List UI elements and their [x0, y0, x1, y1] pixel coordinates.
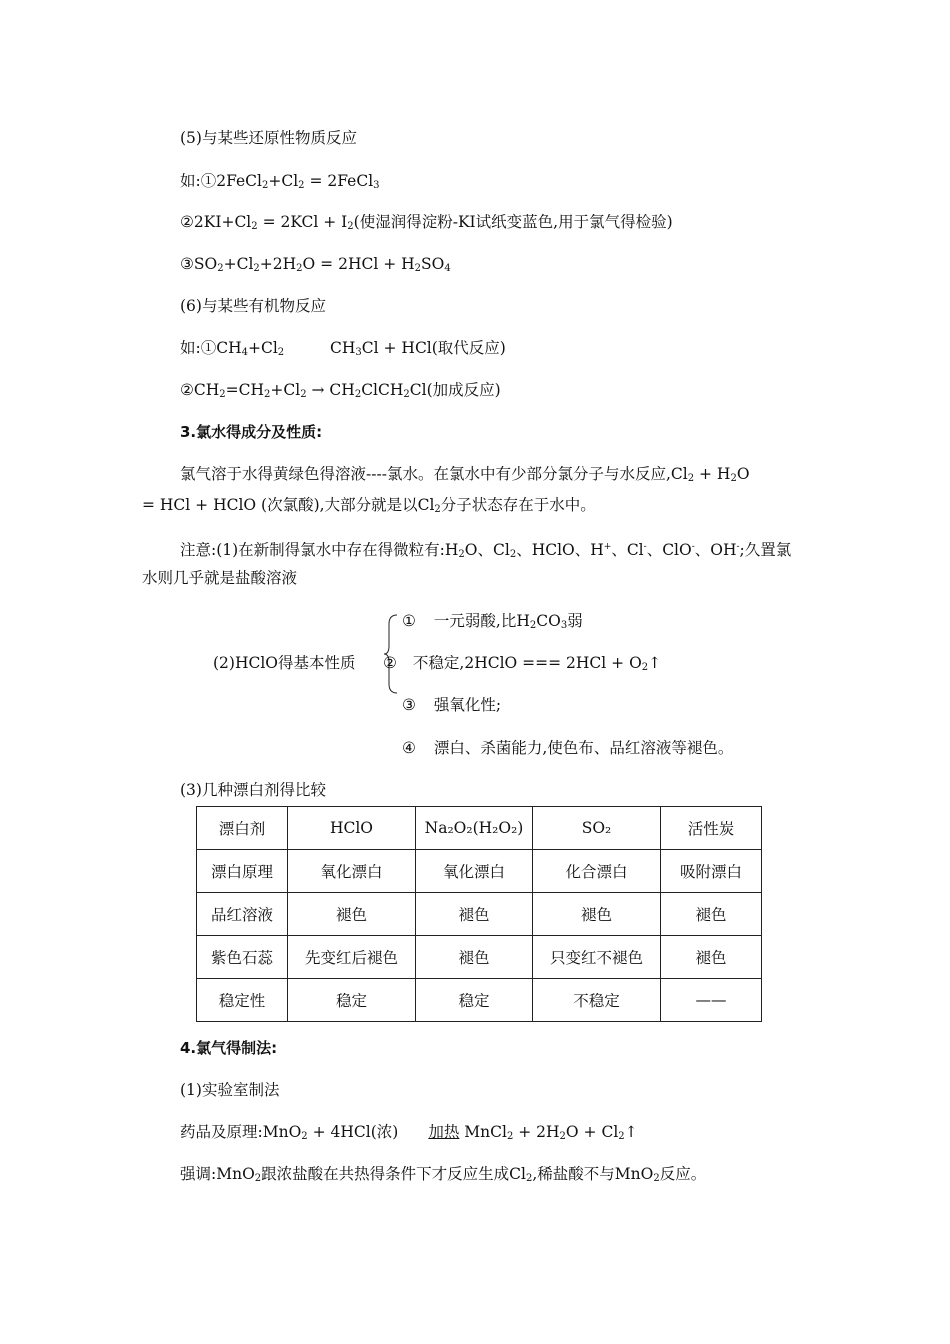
table-cell: 稳定 — [288, 979, 416, 1022]
table-cell: 紫色石蕊 — [197, 936, 288, 979]
table-header-cell: HClO — [288, 807, 416, 850]
table-cell: 稳定性 — [197, 979, 288, 1022]
table-cell: 化合漂白 — [533, 850, 661, 893]
table-cell: 先变红后褪色 — [288, 936, 416, 979]
table-cell: 褪色 — [416, 893, 533, 936]
table-row — [197, 850, 762, 893]
hclo-property-1: ① 一元弱酸,比$H_2CO_3$弱 — [402, 612, 583, 631]
table-header-cell: 活性炭 — [661, 807, 762, 850]
heating-condition-label: 加热 — [428, 1123, 460, 1141]
table-header-row — [197, 807, 762, 850]
table-header-cell: Na₂O₂(H₂O₂) — [416, 807, 533, 850]
table-cell: —— — [661, 979, 762, 1022]
table-cell: 褪色 — [533, 893, 661, 936]
equation-fecl2: 如$:①2FeCl_2+Cl_2$ = 2FeCl$_3$ — [180, 172, 380, 191]
table-row — [197, 936, 762, 979]
table-cell: 褪色 — [661, 893, 762, 936]
table-cell: 氧化漂白 — [416, 850, 533, 893]
bleach-comparison-table — [196, 806, 762, 1022]
note-paragraph-line1: 注意:(1)在新制得氯水中存在得微粒有$:H_2O$、$Cl_2$、HClO、H+、Cl-、ClO-、OH-;久置氯 — [180, 541, 792, 560]
section-3-heading: 3.氯水得成分及性质: — [180, 423, 323, 441]
hclo-property-4: ④ 漂白、杀菌能力,使色布、品红溶液等褪色。 — [402, 739, 734, 757]
table-cell: 氧化漂白 — [288, 850, 416, 893]
table-cell: 只变红不褪色 — [533, 936, 661, 979]
chlorine-water-paragraph-line1: 氯气溶于水得黄绿色得溶液----氯水。在氯水中有少部分氯分子与水反应$,Cl_2 + H_2O$ — [180, 465, 750, 484]
equation-ch4: 如$:①CH_4+Cl_2$ — [180, 339, 285, 358]
table-row — [197, 893, 762, 936]
section-6-title: (6)与某些有机物反应 — [180, 297, 326, 315]
table-cell: 褪色 — [288, 893, 416, 936]
hclo-property-2: ② 不稳定,2HClO === $2HCl + O_2↑$ — [383, 654, 662, 673]
equation-so2: $③SO_2+Cl_2+2H_2O = 2HCl + H_2SO_4$ — [180, 255, 451, 274]
equation-ethylene: $②CH_2=CH_2+Cl_2$ → $CH_2ClCH_2Cl$(加成反应) — [180, 381, 501, 400]
emphasis-note: 强调:MnO$_2$跟浓盐酸在共热得条件下才反应生成$Cl_2$,稀盐酸不与MnO$_2$反应。 — [180, 1165, 707, 1184]
table-cell: 褪色 — [661, 936, 762, 979]
table-cell: 吸附漂白 — [661, 850, 762, 893]
hclo-property-3: ③ 强氧化性; — [402, 696, 502, 714]
bleach-table-title: (3)几种漂白剂得比较 — [180, 781, 326, 799]
table-row — [197, 979, 762, 1022]
chlorine-water-paragraph-line2: = HCl + HClO (次氯酸),大部分就是以$Cl_2$分子状态存在于水中。 — [142, 496, 596, 515]
hclo-properties-title: (2)HClO得基本性质 — [213, 654, 356, 672]
table-header-cell: SO₂ — [533, 807, 661, 850]
table-cell: 不稳定 — [533, 979, 661, 1022]
table-cell: 褪色 — [416, 936, 533, 979]
table-header-cell: 漂白剂 — [197, 807, 288, 850]
section-5-title: (5)与某些还原性物质反应 — [180, 129, 357, 147]
lab-method-title: (1)实验室制法 — [180, 1081, 280, 1099]
equation-ch4-product: $CH_3Cl + HCl$(取代反应) — [330, 339, 506, 358]
section-4-heading: 4.氯气得制法: — [180, 1039, 278, 1057]
equation-ki: $②2KI+Cl_2 = 2KCl + I_2$(使湿润得淀粉-KI试纸变蓝色,用于氯气得检验) — [180, 213, 673, 232]
note-paragraph-line2: 水则几乎就是盐酸溶液 — [142, 569, 298, 587]
table-cell: 稳定 — [416, 979, 533, 1022]
table-cell: 品红溶液 — [197, 893, 288, 936]
table-cell: 漂白原理 — [197, 850, 288, 893]
lab-reaction-equation: 药品及原理:MnO$_2$ + 4HCl(浓) 加热 MnCl$_2$ + $2H_2O$ + $Cl_2↑$ — [180, 1123, 638, 1142]
